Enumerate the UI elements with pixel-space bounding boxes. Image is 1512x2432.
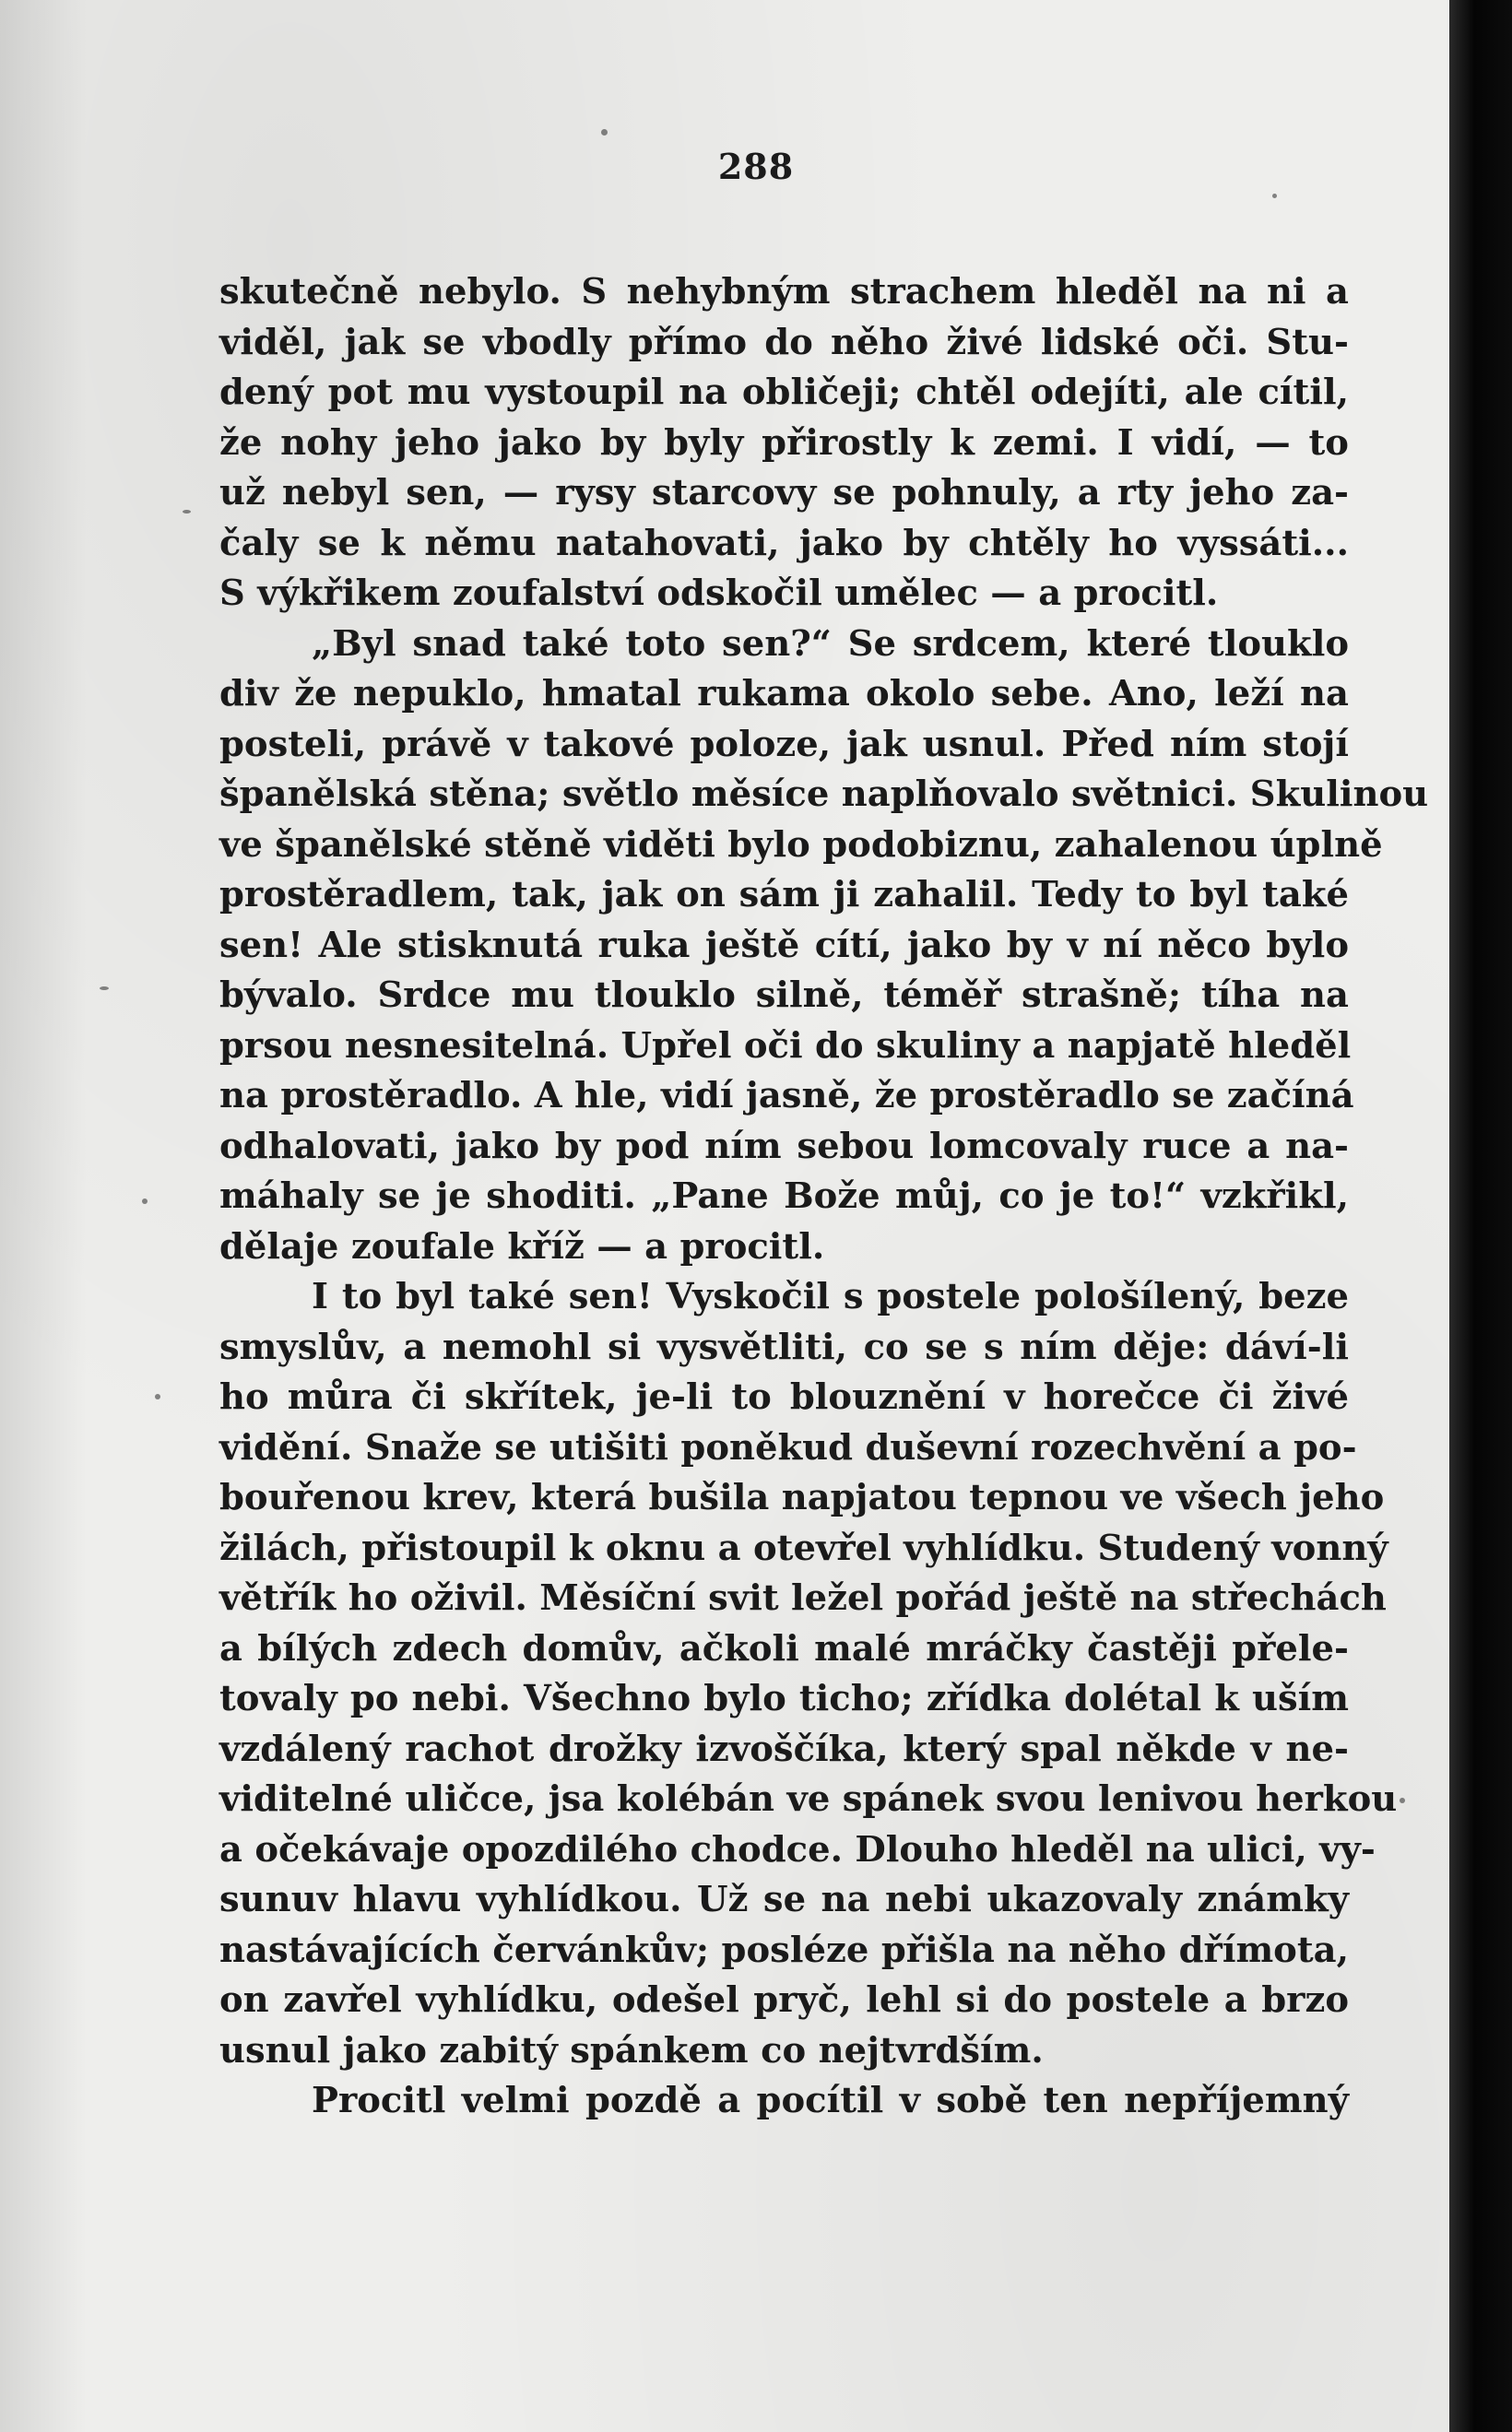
text-line: bouřenou krev, která bušila napjatou tepnou ve všech jeho	[219, 1477, 1385, 1518]
text-line: dělaje zoufale kříž — a procitl.	[219, 1225, 825, 1268]
text-line: prsou nesnesitelná. Upřel oči do skuliny a napjatě hleděl	[219, 1024, 1352, 1067]
text-line: dený pot mu vystoupil na obličeji; chtěl odejíti, ale cítil,	[219, 372, 1349, 413]
text-line: ve španělské stěně viděti bylo podobiznu, zahalenou úplně	[219, 823, 1383, 866]
scan-speck	[155, 1394, 160, 1399]
text-line: čaly se k němu natahovati, jako by chtěly ho vyssáti...	[219, 522, 1349, 564]
text-line: sunuv hlavu vyhlídkou. Už se na nebi ukazovaly známky	[219, 1879, 1349, 1920]
text-line: a očekávaje opozdilého chodce. Dlouho hleděl na ulici, vy-	[219, 1828, 1376, 1871]
text-line: odhalovati, jako by pod ním sebou lomcovaly ruce a na-	[219, 1125, 1349, 1167]
paragraph-start-line: „Byl snad také toto sen?“ Se srdcem, které tlouklo	[312, 622, 1349, 665]
text-line: skutečně nebylo. S nehybným strachem hleděl na ni a	[219, 271, 1349, 313]
text-line: div že nepuklo, hmatal rukama okolo sebe. Ano, leží na	[219, 673, 1349, 714]
text-line: prostěradlem, tak, jak on sám ji zahalil. Tedy to byl také	[219, 874, 1349, 915]
text-line: vidění. Snaže se utišiti poněkud duševní rozechvění a po-	[219, 1426, 1357, 1469]
scan-speck	[1272, 194, 1277, 198]
text-line: už nebyl sen, — rysy starcovy se pohnuly, a rty jeho za-	[219, 472, 1349, 514]
scan-speck	[100, 986, 109, 990]
text-line: žilách, přistoupil k oknu a otevřel vyhlídku. Studený vonný	[219, 1527, 1388, 1569]
text-line: bývalo. Srdce mu tlouklo silně, téměř strašně; tíha na	[219, 974, 1349, 1016]
body-text	[219, 267, 1429, 2127]
text-line: španělská stěna; světlo měsíce naplňovalo světnici. Skulinou	[219, 773, 1429, 815]
text-line: viditelné uličce, jsa kolébán ve spánek svou lenivou herkou	[219, 1778, 1398, 1820]
paragraph-start-line: I to byl také sen! Vyskočil s postele pološílený, beze	[312, 1276, 1349, 1317]
text-line: a bílých zdech domův, ačkoli malé mráčky častěji přele-	[219, 1627, 1349, 1670]
scan-speck	[142, 1198, 148, 1204]
text-line: nastávajících červánkův; posléze přišla na něho dřímota,	[219, 1929, 1349, 1971]
text-line: S výkřikem zoufalství odskočil umělec — a procitl.	[219, 573, 1219, 614]
text-line: viděl, jak se vbodly přímo do něho živé lidské oči. Stu-	[219, 321, 1349, 363]
text-line: tovaly po nebi. Všechno bylo ticho; zřídka dolétal k uším	[219, 1678, 1349, 1719]
text-line: smyslův, a nemohl si vysvětliti, co se s ním děje: dáví-li	[219, 1326, 1349, 1368]
text-line: posteli, právě v takové poloze, jak usnul. Před ním stojí	[219, 723, 1349, 765]
text-line: vzdálený rachot drožky izvoščíka, který spal někde v ne-	[219, 1728, 1349, 1770]
text-line: máhaly se je shoditi. „Pane Bože můj, co je to!“ vzkřikl,	[219, 1175, 1349, 1217]
text-line: sen! Ale stisknutá ruka ještě cítí, jako by v ní něco bylo	[219, 924, 1349, 966]
scan-speck	[601, 129, 608, 136]
text-line: usnul jako zabitý spánkem co nejtvrdším.	[219, 2029, 1044, 2072]
text-line: on zavřel vyhlídku, odešel pryč, lehl si do postele a brzo	[219, 1979, 1349, 2021]
text-line: ho můra či skřítek, je-li to blouznění v horečce či živé	[219, 1376, 1349, 1418]
scan-speck	[183, 510, 191, 514]
text-line: že nohy jeho jako by byly přirostly k zemi. I vidí, — to	[219, 421, 1349, 464]
paragraph-start-line: Procitl velmi pozdě a pocítil v sobě ten nepříjemný	[312, 2080, 1349, 2121]
scan-speck	[1400, 1798, 1405, 1803]
text-line: na prostěradlo. A hle, vidí jasně, že prostěradlo se začíná	[219, 1075, 1354, 1116]
page-edge-shadow	[1449, 0, 1512, 2432]
text-line: větřík ho oživil. Měsíční svit ležel pořád ještě na střechách	[219, 1577, 1387, 1619]
page-number: 288	[717, 146, 795, 187]
